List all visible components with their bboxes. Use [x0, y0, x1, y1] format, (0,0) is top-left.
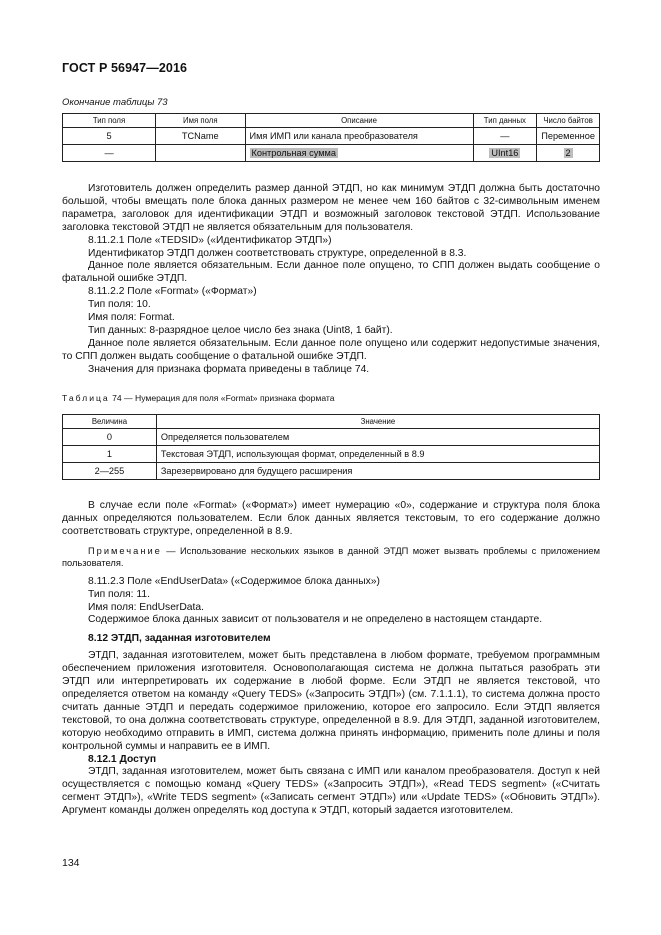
page-number: 134 [62, 857, 80, 869]
highlighted-text: 2 [565, 147, 571, 158]
table-row [63, 446, 600, 463]
table-cell-highlighted [537, 145, 600, 162]
paragraph: Изготовитель должен определить размер данной ЭТДП, но как минимум ЭТДП должна быть достаточно большой, чтобы вмещать поле блока данных размером не менее чем 160 байтов с 32-символьным именем параметра, заголовок для идентификации ЭТДП и возможный заголовок текстовой ЭТДП. Использование заголовка текстовой ЭТДП не является обязательным для пользователя. [62, 183, 600, 233]
subsection-heading: 8.12.1 Доступ [88, 753, 157, 765]
table-header-row [63, 114, 600, 128]
paragraph: ЭТДП, заданная изготовителем, может быть связана с ИМП или каналом преобразователя. Доступ к ней осуществляется с помощью команд «Query TEDS» («Запросить ЭТДП»), «Read TEDS segment» («Считать сегмент ЭТДП»), «Write TEDS segment» («Записать сегмент ЭТДП») или «Update TEDS» («Обновить ЭТДП»). Аргумент команды должен определять код доступа к ЭТДП, который задается изготовителем. [62, 766, 600, 817]
table-cell: TCName [156, 128, 245, 145]
table-cell: Переменное [537, 128, 600, 145]
table-cell: Определяется пользователем [156, 429, 599, 446]
field-name-line: Имя поля: Format. [88, 312, 175, 324]
table-cell [156, 145, 245, 162]
table-row [63, 429, 600, 446]
table73-caption: Окончание таблицы 73 [62, 97, 168, 108]
note-text: — Использование нескольких языков в данной ЭТДП может вызвать проблемы с приложением пользователя. [62, 545, 600, 569]
table-cell-highlighted [245, 145, 473, 162]
paragraph: Данное поле является обязательным. Если данное поле опущено, то СПП должен выдать сообщение о фатальной ошибке ЭТДП. [62, 260, 600, 285]
highlighted-text: Контрольная сумма [251, 147, 336, 158]
note-label: Примечание [88, 545, 162, 556]
field-type-line: Тип поля: 10. [88, 299, 151, 311]
paragraph: ЭТДП, заданная изготовителем, может быть представлена в любом формате, требуемом программным обеспечением приложения изготовителя. Основополагающая система не должна пытаться разобрать эти ЭТДП или интерпретировать их содержание в любой форме. Если ЭТДП не является текстовой, что определяется ответом на команду «Query TEDS» («Запросить ЭТДП») (см. 7.1.1.1), то система должна просто считать данные ЭТДП и передать содержимое приложению, которое его запросило. Если ЭТДП является текстовой, то она должна соответствовать структуре, определенной в 8.9. Для ЭТДП, заданной изготовителем, которую необходимо отправить в ИМП, система должна принять информацию, применить поле длины и поля контрольной суммы и направить ее в ИМП. [62, 650, 600, 752]
column-header: Значение [156, 415, 599, 429]
paragraph: Данное поле является обязательным. Если данное поле опущено или содержит недопустимые значения, то СПП должен выдать сообщение о фатальной ошибке ЭТДП. [62, 337, 600, 362]
section-heading: 8.12 ЭТДП, заданная изготовителем [88, 633, 271, 645]
field-type-line: Тип поля: 11. [88, 588, 150, 600]
table74-caption-prefix: Таблица [62, 393, 110, 403]
table-header-row [63, 415, 600, 429]
table-cell: 2—255 [63, 463, 157, 480]
column-header: Описание [245, 114, 473, 128]
column-header: Величина [63, 415, 157, 429]
table-cell: 5 [63, 128, 156, 145]
paragraph: Содержимое блока данных зависит от пользователя и не определено в настоящем стандарте. [88, 614, 543, 626]
section-format-text [62, 183, 600, 377]
table-row [63, 128, 600, 145]
column-header: Число байтов [537, 114, 600, 128]
paragraph: Значения для признака формата приведены в таблице 74. [88, 363, 370, 375]
table-74 [62, 414, 600, 480]
note [62, 545, 600, 570]
field-name-line: Имя поля: EndUserData. [88, 601, 204, 613]
column-header: Имя поля [156, 114, 245, 128]
table-cell: 1 [63, 446, 157, 463]
table-73 [62, 113, 600, 162]
table74-caption-text: 74 — Нумерация для поля «Format» признака формата [109, 393, 335, 403]
table-cell: 0 [63, 429, 157, 446]
table-cell: Текстовая ЭТДП, использующая формат, определенный в 8.9 [156, 446, 599, 463]
table-cell: — [473, 128, 537, 145]
table-cell: — [63, 145, 156, 162]
column-header: Тип данных [473, 114, 537, 128]
paragraph: В случае если поле «Format» («Формат») имеет нумерацию «0», содержание и структура поля блока данных определяются пользователем. Если блок данных является текстовым, то его содержание должно соответствовать структуре, определенной в 8.9. [62, 500, 600, 537]
table-row [63, 463, 600, 480]
data-type-line: Тип данных: 8-разрядное целое число без знака (Uint8, 1 байт). [88, 324, 393, 336]
section-enduser-text [62, 500, 600, 818]
highlighted-text: UInt16 [491, 147, 519, 158]
table-cell: Зарезервировано для будущего расширения [156, 463, 599, 480]
paragraph: Идентификатор ЭТДП должен соответствовать структуре, определенной в 8.3. [88, 247, 467, 259]
table-row [63, 145, 600, 162]
table74-caption [62, 393, 335, 403]
table-cell: Имя ИМП или канала преобразователя [245, 128, 473, 145]
subsection-heading: 8.11.2.2 Поле «Format» («Формат») [88, 286, 257, 298]
subsection-heading: 8.11.2.3 Поле «EndUserData» («Содержимое блока данных») [88, 575, 380, 587]
table-cell-highlighted [473, 145, 537, 162]
page-header: ГОСТ Р 56947—2016 [62, 61, 188, 75]
subsection-heading: 8.11.2.1 Поле «TEDSID» («Идентификатор ЭТДП») [88, 234, 332, 246]
column-header: Тип поля [63, 114, 156, 128]
